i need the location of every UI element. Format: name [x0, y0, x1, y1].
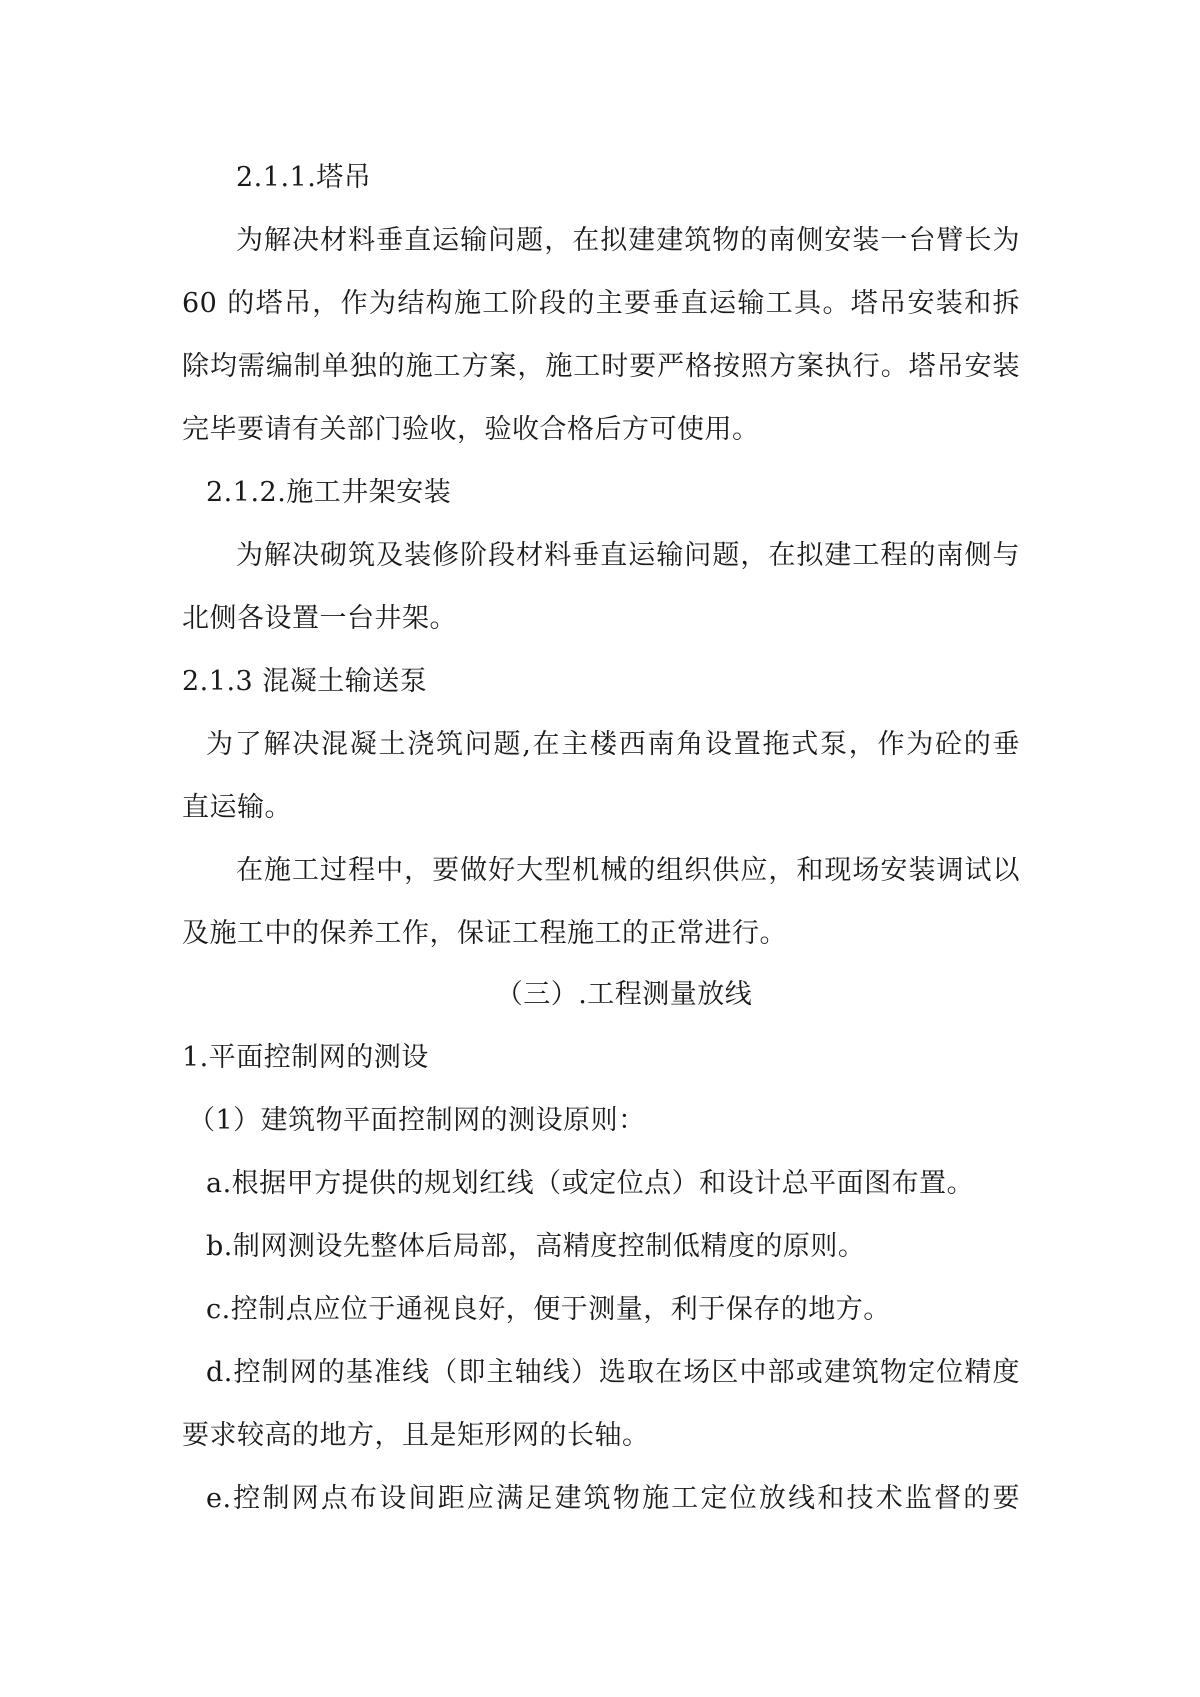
paragraph-line: 为解决材料垂直运输问题，在拟建建筑物的南侧安装一台臂长为: [236, 225, 1020, 256]
list-item-e: e.控制网点布设间距应满足建筑物施工定位放线和技术监督的要: [206, 1483, 1020, 1514]
paragraph-line: 除均需编制单独的施工方案，施工时要严格按照方案执行。塔吊安装: [182, 351, 1020, 382]
paragraph-line: 60 的塔吊，作为结构施工阶段的主要垂直运输工具。塔吊安装和拆: [182, 288, 1020, 319]
section-title: （三）.工程测量放线: [495, 979, 753, 1010]
list-item-d: d.控制网的基准线（即主轴线）选取在场区中部或建筑物定位精度: [206, 1357, 1020, 1388]
paragraph-line: 在施工过程中，要做好大型机械的组织供应，和现场安装调试以: [236, 855, 1020, 886]
paragraph-line: 直运输。: [182, 792, 292, 823]
list-item-b: b.制网测设先整体后局部，高精度控制低精度的原则。: [206, 1231, 866, 1262]
paragraph-line: 为了解决混凝土浇筑问题,在主楼西南角设置拖式泵，作为砼的垂: [206, 729, 1020, 760]
subheading-1: （1）建筑物平面控制网的测设原则：: [188, 1105, 646, 1136]
paragraph-line: 及施工中的保养工作，保证工程施工的正常进行。: [182, 918, 787, 949]
heading-2-1-2: 2.1.2.施工井架安装: [206, 477, 452, 508]
paragraph-line: 要求较高的地方，且是矩形网的长轴。: [182, 1420, 650, 1451]
paragraph-line: 北侧各设置一台井架。: [182, 603, 457, 634]
paragraph-line: 完毕要请有关部门验收，验收合格后方可使用。: [182, 414, 760, 445]
heading-2-1-3: 2.1.3 混凝土输送泵: [182, 666, 428, 697]
heading-1: 1.平面控制网的测设: [182, 1042, 429, 1073]
list-item-a: a.根据甲方提供的规划红线（或定位点）和设计总平面图布置。: [206, 1168, 975, 1199]
paragraph-line: 为解决砌筑及装修阶段材料垂直运输问题，在拟建工程的南侧与: [236, 540, 1020, 571]
heading-2-1-1: 2.1.1.塔吊: [236, 162, 372, 193]
list-item-c: c.控制点应位于通视良好，便于测量，利于保存的地方。: [206, 1294, 891, 1325]
